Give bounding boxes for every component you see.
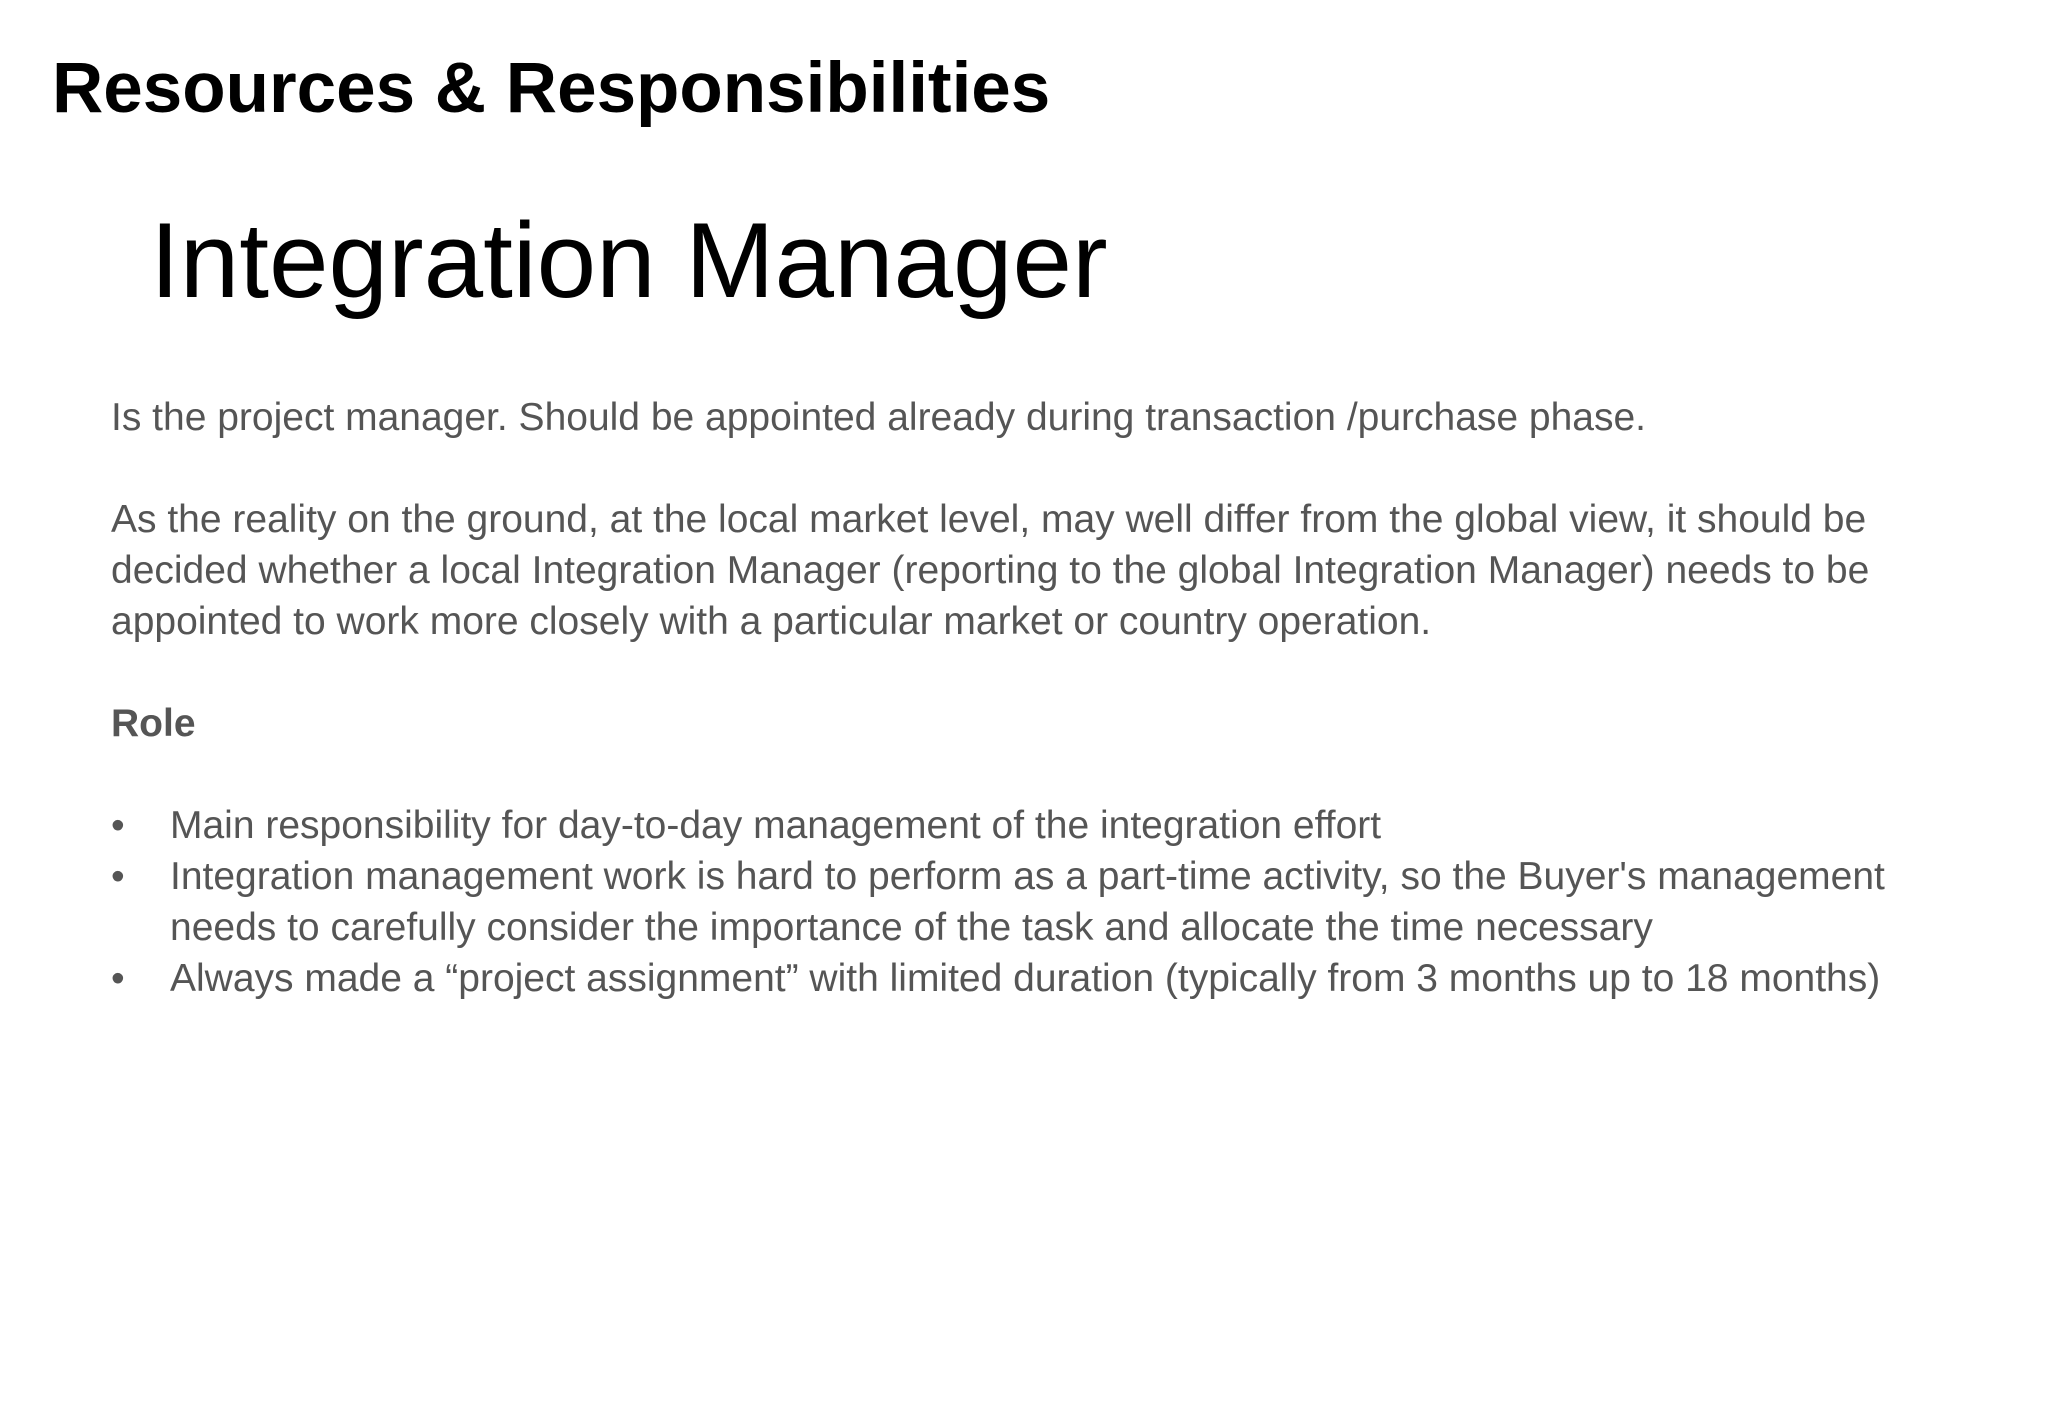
list-item [111, 851, 1991, 953]
local-manager-paragraph: As the reality on the ground, at the local market level, may well differ from the global view, it should be decided whether a local Integration Manager (reporting to the global Integration Manager) needs to be appointed to work more closely with a particular market or country operation. [111, 498, 1870, 643]
paragraph-spacer [111, 749, 1991, 800]
bullet-icon: • [111, 957, 125, 1000]
bullet-text: Integration management work is hard to perform as a part-time activity, so the Buyer's management needs to carefully consider the importance of the task and allocate the time necessary [170, 855, 1885, 949]
intro-paragraph: Is the project manager. Should be appointed already during transaction /purchase phase. [111, 396, 1647, 439]
bullet-text: Always made a “project assignment” with limited duration (typically from 3 months up to 18 months) [170, 957, 1881, 1000]
role-heading: Role [111, 702, 196, 745]
section-title: Resources & Responsibilities [52, 49, 1051, 128]
slide-title: Integration Manager [150, 200, 1108, 320]
list-item [111, 800, 1991, 851]
bullet-icon: • [111, 855, 125, 898]
list-item [111, 953, 1991, 1004]
role-bullet-list [111, 800, 1991, 1004]
paragraph-spacer [111, 443, 1991, 494]
bullet-icon: • [111, 804, 125, 847]
slide-body [111, 392, 1991, 1004]
paragraph-spacer [111, 647, 1991, 698]
bullet-text: Main responsibility for day-to-day management of the integration effort [170, 804, 1382, 847]
